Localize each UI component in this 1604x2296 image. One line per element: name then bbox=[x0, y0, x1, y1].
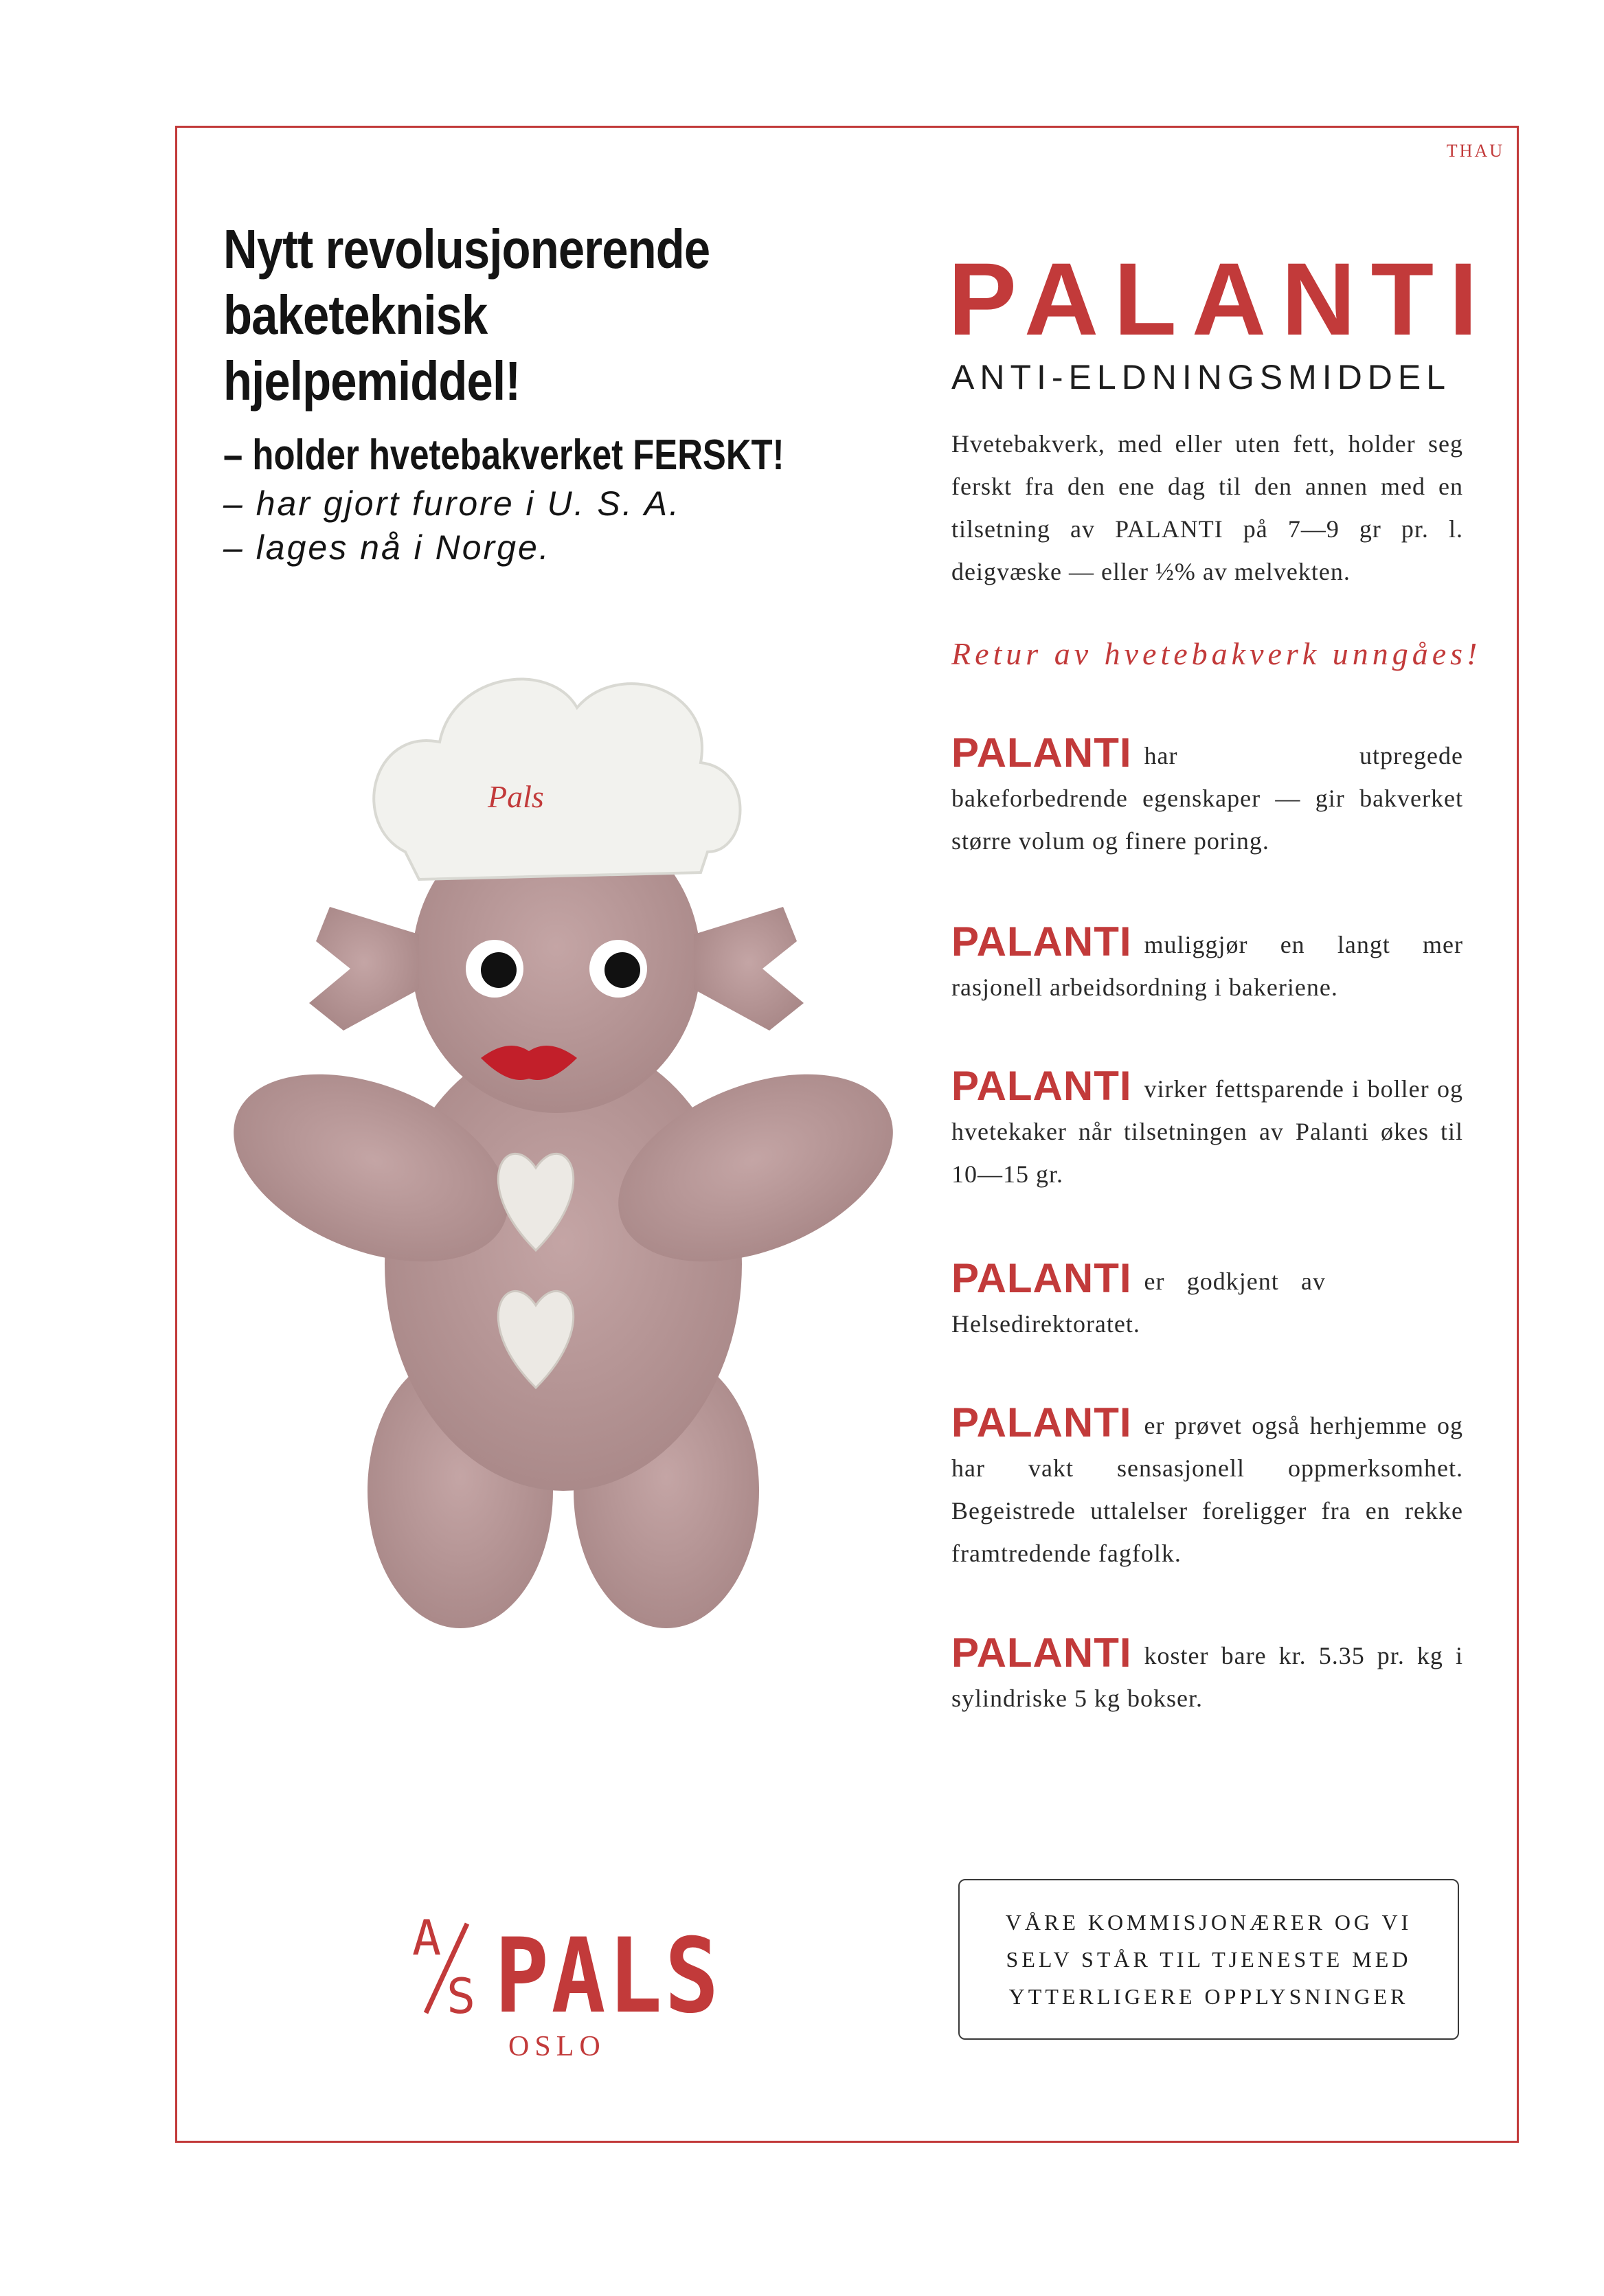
headline-block bbox=[223, 216, 841, 570]
brand-title: PALANTI bbox=[948, 241, 1493, 357]
headline-line-2: baketeknisk hjelpemiddel! bbox=[223, 284, 521, 412]
headline-line-3: – holder hvetebakverket FERSKT! bbox=[223, 431, 784, 479]
contact-line-1: VÅRE KOMMISJONÆRER OG VI bbox=[1005, 1910, 1412, 1935]
feature-text: muliggjør en langt mer rasjonell arbeidsordning i bakeriene. bbox=[951, 931, 1463, 1001]
gingerbread-body bbox=[234, 811, 907, 1628]
headline-line-4: – har gjort furore i U. S. A. bbox=[223, 484, 681, 523]
feature-item bbox=[951, 1632, 1463, 1720]
feature-text: virker fettsparende i boller og hvetekaker når tilsetningen av Palanti økes til 10—15 gr. bbox=[951, 1075, 1463, 1188]
company-logo bbox=[405, 1910, 735, 2020]
contact-line-2: SELV STÅR TIL TJENESTE MED bbox=[1006, 1947, 1412, 1972]
artist-signature: THAU bbox=[1446, 141, 1504, 161]
feature-item bbox=[951, 1399, 1463, 1575]
feature-keyword: PALANTI bbox=[951, 1255, 1132, 1301]
feature-keyword: PALANTI bbox=[951, 730, 1132, 776]
chef-hat-icon bbox=[374, 679, 740, 879]
feature-item bbox=[951, 1257, 1463, 1345]
feature-keyword: PALANTI bbox=[951, 1063, 1132, 1109]
headline-line-1: Nytt revolusjonerende bbox=[223, 218, 710, 280]
feature-item bbox=[951, 921, 1463, 1009]
company-city: OSLO bbox=[508, 2031, 606, 2062]
logo-prefix-bottom: S bbox=[447, 1968, 476, 2020]
contact-box bbox=[958, 1879, 1459, 2040]
slogan: Retur av hvetebakverk unngåes! bbox=[951, 636, 1482, 671]
brand-subtitle: ANTI-ELDNINGSMIDDEL bbox=[951, 358, 1451, 396]
feature-text: er prøvet også herhjemme og har vakt sensasjonell oppmerksomhet. Begeistrede uttalelser foreligger fra en rekke framtredende fagfolk. bbox=[951, 1412, 1463, 1567]
logo-prefix-top: A bbox=[412, 1910, 442, 1966]
feature-keyword: PALANTI bbox=[951, 1630, 1132, 1676]
feature-keyword: PALANTI bbox=[951, 1399, 1132, 1445]
hat-label: Pals bbox=[488, 779, 544, 814]
feature-keyword: PALANTI bbox=[951, 919, 1132, 965]
feature-item bbox=[951, 732, 1463, 862]
contact-line-3: YTTERLIGERE OPPLYSNINGER bbox=[1008, 1984, 1409, 2009]
logo-company-name: PALS bbox=[495, 1917, 721, 2020]
feature-text: er godkjent av Helsedirektoratet. bbox=[951, 1268, 1326, 1338]
intro-paragraph: Hvetebakverk, med eller uten fett, holder seg ferskt fra den ene dag til den annen med en tilsetning av PALANTI på 7—9 gr pr. l. deigvæske — eller ½% av melvekten. bbox=[951, 430, 1463, 585]
feature-text: koster bare kr. 5.35 pr. kg i sylindriske 5 kg bokser. bbox=[951, 1642, 1463, 1712]
gingerbread-mascot-illustration bbox=[234, 646, 907, 1656]
headline-line-5: – lages nå i Norge. bbox=[223, 528, 551, 567]
feature-text: har utpregede bakeforbedrende egenskaper — gir bakverket større volum og finere poring. bbox=[951, 742, 1463, 855]
feature-item bbox=[951, 1065, 1463, 1195]
